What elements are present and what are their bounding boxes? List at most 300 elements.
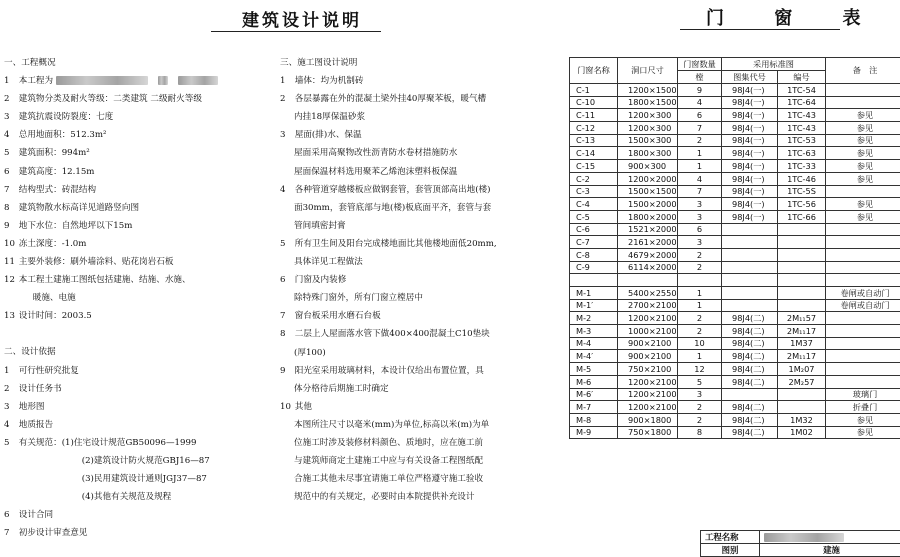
overview-item xyxy=(4,253,276,271)
cell-remark xyxy=(826,337,900,350)
item-text: (3)民用建筑设计通则JGJ37—87 xyxy=(82,474,207,484)
table-row xyxy=(570,96,900,109)
item-number: 8 xyxy=(280,325,292,343)
cell-atlas: 98J4(二) xyxy=(722,413,778,426)
cell-name: C-7 xyxy=(570,236,618,249)
cell-remark: 参见 xyxy=(826,413,900,426)
cell-remark xyxy=(826,350,900,363)
design-note-line xyxy=(280,398,550,416)
cell-remark xyxy=(826,375,900,388)
item-text: 屋面采用高聚物改性沥青防水卷材措施防水 xyxy=(294,148,457,158)
cell-atlas: 98J4(二) xyxy=(722,350,778,363)
cell-size: 1800×1500 xyxy=(618,96,678,109)
item-text: 本图所注尺寸以毫米(mm)为单位,标高以米(m)为单 xyxy=(294,420,489,430)
cell-size: 750×1800 xyxy=(618,426,678,439)
item-text: 设计任务书 xyxy=(19,384,62,394)
table-row xyxy=(570,274,900,287)
item-text: 可行性研究批复 xyxy=(19,366,79,376)
cell-name: M-6 xyxy=(570,375,618,388)
cell-qty: 3 xyxy=(678,210,722,223)
item-number: 7 xyxy=(4,524,16,542)
header-size: 洞口尺寸 xyxy=(618,58,678,84)
design-note-line xyxy=(280,90,550,108)
cell-atlas: 98J4(二) xyxy=(722,363,778,376)
stamp-project-label: 工程名称 xyxy=(701,531,760,544)
item-text: 各种管道穿越楼板应做钢套管，套管顶部高出地(楼) xyxy=(295,185,491,195)
cell-remark xyxy=(826,261,900,274)
item-text: 面30mm，套管底部与地(楼)板底面平齐，套管与套 xyxy=(294,203,491,213)
item-number: 2 xyxy=(280,90,292,108)
cell-remark xyxy=(826,325,900,338)
overview-item xyxy=(4,108,276,126)
cell-name: M-4 xyxy=(570,337,618,350)
cell-atlas: 98J4(一) xyxy=(722,109,778,122)
item-text: 地质报告 xyxy=(19,420,53,430)
cell-remark xyxy=(826,312,900,325)
door-window-table xyxy=(569,57,900,439)
cell-name: M-1′ xyxy=(570,299,618,312)
item-text: (厚100) xyxy=(294,348,326,358)
cell-qty: 9 xyxy=(678,84,722,97)
cell-qty: 2 xyxy=(678,261,722,274)
cell-qty: 7 xyxy=(678,122,722,135)
cell-remark: 参见 xyxy=(826,109,900,122)
table-row xyxy=(570,248,900,261)
basis-item xyxy=(4,524,276,542)
cell-qty: 2 xyxy=(678,413,722,426)
item-text: 体分格待后期施工时确定 xyxy=(294,384,389,394)
cell-code xyxy=(778,236,826,249)
cell-atlas: 98J4(二) xyxy=(722,401,778,414)
cell-qty: 3 xyxy=(678,236,722,249)
cell-remark: 卷闸或自动门 xyxy=(826,287,900,300)
item-text: 设计时间：2003.5 xyxy=(19,311,92,321)
item-text: 窗台板采用水磨石台板 xyxy=(295,311,381,321)
cell-size: 900×2100 xyxy=(618,350,678,363)
overview-item xyxy=(4,163,276,181)
item-number: 4 xyxy=(4,416,16,434)
item-number: 10 xyxy=(4,235,16,253)
item-number: 10 xyxy=(280,398,292,416)
item-text: 建筑物散水标高详见道路竖向图 xyxy=(19,203,139,213)
cell-qty: 1 xyxy=(678,160,722,173)
redacted-project-name xyxy=(764,533,844,542)
cell-size: 1200×2100 xyxy=(618,375,678,388)
left-column xyxy=(4,54,276,542)
stamp-project-value xyxy=(760,531,900,544)
cell-code: 1TC-33 xyxy=(778,160,826,173)
stamp-category-value: 建施 xyxy=(760,544,900,557)
cell-remark: 参见 xyxy=(826,172,900,185)
design-note-line xyxy=(280,380,550,398)
design-note-line xyxy=(280,108,550,126)
item-text: 阳光室采用玻璃材料，本设计仅给出布置位置，具 xyxy=(295,366,484,376)
overview-item xyxy=(4,235,276,253)
cell-remark xyxy=(826,96,900,109)
redacted-project-use xyxy=(178,76,218,85)
table-row xyxy=(570,363,900,376)
cell-atlas xyxy=(722,274,778,287)
item-text: 地形图 xyxy=(19,402,45,412)
cell-size: 4679×2000 xyxy=(618,248,678,261)
item-text: 与建筑师商定土建施工中应与有关设备工程图纸配 xyxy=(294,456,483,466)
item-text: 其他 xyxy=(295,402,312,412)
table-row xyxy=(570,413,900,426)
redacted-project-type xyxy=(158,76,168,85)
cell-remark xyxy=(826,248,900,261)
item-text: 各层暴露在外的混凝土梁外挂40厚聚苯板，暖气槽 xyxy=(295,94,486,104)
cell-code: 1TC-66 xyxy=(778,210,826,223)
header-qty-unit: 樘 xyxy=(678,71,722,84)
cell-qty: 1 xyxy=(678,350,722,363)
item-text: 屋面保温材料选用聚苯乙烯泡沫塑料板保温 xyxy=(294,167,457,177)
item-text: 主要外装修：刷外墙涂料、贴花岗岩石板 xyxy=(19,257,174,267)
header-atlas: 图集代号 xyxy=(722,71,778,84)
cell-name xyxy=(570,274,618,287)
cell-atlas: 98J4(一) xyxy=(722,84,778,97)
table-row xyxy=(570,172,900,185)
overview-item xyxy=(4,181,276,199)
cell-size: 1500×1500 xyxy=(618,185,678,198)
cell-name: M-9 xyxy=(570,426,618,439)
cell-qty: 7 xyxy=(678,185,722,198)
cell-qty: 10 xyxy=(678,337,722,350)
cell-code xyxy=(778,388,826,401)
cell-atlas: 98J4(一) xyxy=(722,96,778,109)
cell-size: 1200×2100 xyxy=(618,388,678,401)
cell-size: 1200×2100 xyxy=(618,312,678,325)
item-text: 建筑物分类及耐火等级：二类建筑 二级耐火等级 xyxy=(19,94,202,104)
cell-name: C-10 xyxy=(570,96,618,109)
cell-code xyxy=(778,401,826,414)
item-number: 1 xyxy=(280,72,292,90)
cell-size: 2700×2100 xyxy=(618,299,678,312)
basis-item xyxy=(4,416,276,434)
item-number: 6 xyxy=(4,506,16,524)
cell-atlas: 98J4(一) xyxy=(722,122,778,135)
overview-item xyxy=(4,72,276,90)
cell-atlas xyxy=(722,223,778,236)
design-note-line xyxy=(280,307,550,325)
cell-size: 1800×300 xyxy=(618,147,678,160)
cell-name: C-4 xyxy=(570,198,618,211)
item-text: 总用地面积：512.3m² xyxy=(19,130,107,140)
cell-code: 1TC-5S xyxy=(778,185,826,198)
cell-atlas xyxy=(722,287,778,300)
basis-item xyxy=(4,362,276,380)
cell-code: 1TC-53 xyxy=(778,134,826,147)
cell-remark: 参见 xyxy=(826,122,900,135)
overview-item xyxy=(4,271,276,289)
table-row xyxy=(570,198,900,211)
cell-size: 1500×2000 xyxy=(618,198,678,211)
cell-atlas: 98J4(二) xyxy=(722,337,778,350)
item-number: 7 xyxy=(280,307,292,325)
cell-size: 1521×2000 xyxy=(618,223,678,236)
cell-size: 1200×300 xyxy=(618,122,678,135)
cell-atlas: 98J4(二) xyxy=(722,312,778,325)
item-text: 管间填密封膏 xyxy=(294,221,346,231)
item-number: 2 xyxy=(4,90,16,108)
header-name: 门窗名称 xyxy=(570,58,618,84)
item-text: 本工程土建施工图纸包括建施、结施、水施、 xyxy=(19,275,191,285)
item-number: 2 xyxy=(4,380,16,398)
basis-item xyxy=(4,380,276,398)
cell-code xyxy=(778,248,826,261)
item-text: 设计合同 xyxy=(19,510,53,520)
table-row xyxy=(570,401,900,414)
design-note-line xyxy=(280,271,550,289)
item-text: 建筑面积：994m² xyxy=(19,148,90,158)
cell-size: 900×1800 xyxy=(618,413,678,426)
cell-atlas: 98J4(一) xyxy=(722,172,778,185)
redacted-project-name xyxy=(56,76,148,85)
item-text: 除特殊门窗外，所有门窗立樘居中 xyxy=(294,293,423,303)
section-title: 二、设计依据 xyxy=(4,343,276,361)
design-note-line xyxy=(280,488,550,506)
basis-item xyxy=(4,506,276,524)
design-note-line xyxy=(280,199,550,217)
cell-size: 1500×300 xyxy=(618,134,678,147)
cell-atlas: 98J4(一) xyxy=(722,185,778,198)
item-text: 结构型式：砖混结构 xyxy=(19,185,96,195)
overview-item xyxy=(4,126,276,144)
cell-name: C-3 xyxy=(570,185,618,198)
cell-code: 1M37 xyxy=(778,337,826,350)
cell-atlas: 98J4(一) xyxy=(722,160,778,173)
overview-item xyxy=(4,289,276,307)
basis-item xyxy=(4,398,276,416)
mid-column xyxy=(280,54,550,506)
cell-remark: 参见 xyxy=(826,134,900,147)
cell-atlas: 98J4(二) xyxy=(722,325,778,338)
table-row xyxy=(570,160,900,173)
design-note-line xyxy=(280,325,550,343)
design-note-line xyxy=(280,181,550,199)
cell-size: 1800×2000 xyxy=(618,210,678,223)
cell-qty: 1 xyxy=(678,299,722,312)
cell-remark: 折叠门 xyxy=(826,401,900,414)
table-row xyxy=(570,299,900,312)
cell-remark xyxy=(826,274,900,287)
item-number: 4 xyxy=(280,181,292,199)
cell-name: M-4′ xyxy=(570,350,618,363)
item-number: 5 xyxy=(4,144,16,162)
title-block xyxy=(700,530,900,557)
cell-qty: 2 xyxy=(678,401,722,414)
design-note-line xyxy=(280,434,550,452)
table-row xyxy=(570,185,900,198)
design-note-line xyxy=(280,235,550,253)
design-note-line xyxy=(280,253,550,271)
cell-size: 2161×2000 xyxy=(618,236,678,249)
spacer xyxy=(4,325,276,343)
item-number: 6 xyxy=(4,163,16,181)
cell-remark xyxy=(826,84,900,97)
section-title: 一、工程概况 xyxy=(4,54,276,72)
cell-qty: 6 xyxy=(678,223,722,236)
cell-qty: 3 xyxy=(678,198,722,211)
header-remark: 备 注 xyxy=(826,58,900,84)
cell-size: 900×2100 xyxy=(618,337,678,350)
item-number: 12 xyxy=(4,271,16,289)
cell-remark: 参见 xyxy=(826,198,900,211)
item-number: 11 xyxy=(4,253,16,271)
cell-atlas: 98J4(一) xyxy=(722,147,778,160)
item-text: 地下水位：自然地坪以下15m xyxy=(19,221,133,231)
table-row xyxy=(570,426,900,439)
cell-remark: 玻璃门 xyxy=(826,388,900,401)
table-row xyxy=(570,210,900,223)
table-row xyxy=(570,350,900,363)
cell-size: 5400×2550 xyxy=(618,287,678,300)
table-row xyxy=(570,134,900,147)
cell-code: 1TC-46 xyxy=(778,172,826,185)
design-note-line xyxy=(280,217,550,235)
cell-qty: 1 xyxy=(678,147,722,160)
cell-atlas: 98J4(一) xyxy=(722,134,778,147)
basis-item xyxy=(4,470,276,488)
item-number: 9 xyxy=(280,362,292,380)
item-text: 具体详见工程做法 xyxy=(294,257,363,267)
table-row xyxy=(570,122,900,135)
cell-code: 1TC-56 xyxy=(778,198,826,211)
item-text: 冻土深度：-1.0m xyxy=(19,239,87,249)
cell-qty: 4 xyxy=(678,96,722,109)
item-text: 初步设计审查意见 xyxy=(19,528,88,538)
cell-qty: 2 xyxy=(678,134,722,147)
item-number: 13 xyxy=(4,307,16,325)
table-row xyxy=(570,337,900,350)
cell-code xyxy=(778,287,826,300)
table-row xyxy=(570,375,900,388)
cell-code xyxy=(778,274,826,287)
cell-name: M-7 xyxy=(570,401,618,414)
table-row xyxy=(570,325,900,338)
cell-remark: 卷闸或自动门 xyxy=(826,299,900,312)
cell-remark xyxy=(826,363,900,376)
cell-name: C-11 xyxy=(570,109,618,122)
cell-code: 2M₁₁17 xyxy=(778,325,826,338)
cell-code: 1TC-43 xyxy=(778,122,826,135)
cell-name: C-8 xyxy=(570,248,618,261)
cell-size xyxy=(618,274,678,287)
table-row xyxy=(570,312,900,325)
cell-qty: 5 xyxy=(678,375,722,388)
cell-atlas xyxy=(722,388,778,401)
cell-code: 1M32 xyxy=(778,413,826,426)
cell-qty: 4 xyxy=(678,172,722,185)
item-text: 建筑抗震设防裂度：七度 xyxy=(19,112,114,122)
cell-size: 1200×2100 xyxy=(618,401,678,414)
table-row xyxy=(570,109,900,122)
right-title: 门 窗 表 xyxy=(706,4,883,30)
cell-code: 1TC-64 xyxy=(778,96,826,109)
item-number: 6 xyxy=(280,271,292,289)
cell-atlas xyxy=(722,299,778,312)
item-text: (2)建筑设计防火规范GBJ16—87 xyxy=(82,456,210,466)
cell-code: 1M02 xyxy=(778,426,826,439)
table-row xyxy=(570,147,900,160)
overview-item xyxy=(4,199,276,217)
item-number: 3 xyxy=(4,398,16,416)
stamp-category-label: 图别 xyxy=(701,544,760,557)
design-note-line xyxy=(280,362,550,380)
cell-qty: 2 xyxy=(678,248,722,261)
cell-size: 900×300 xyxy=(618,160,678,173)
cell-code: 1TC-43 xyxy=(778,109,826,122)
cell-remark: 参见 xyxy=(826,147,900,160)
cell-code: 2M₁₁57 xyxy=(778,312,826,325)
cell-name: C-12 xyxy=(570,122,618,135)
section-title: 三、施工图设计说明 xyxy=(280,54,550,72)
basis-item xyxy=(4,452,276,470)
cell-name: M-3 xyxy=(570,325,618,338)
cell-code xyxy=(778,261,826,274)
cell-qty: 12 xyxy=(678,363,722,376)
table-row xyxy=(570,388,900,401)
design-note-line xyxy=(280,416,550,434)
item-text: 建筑高度：12.15m xyxy=(19,167,95,177)
item-number: 4 xyxy=(4,126,16,144)
cell-code: 2M₁₁17 xyxy=(778,350,826,363)
cell-code: 1TC-63 xyxy=(778,147,826,160)
overview-item xyxy=(4,307,276,325)
cell-remark: 参见 xyxy=(826,210,900,223)
item-text: 规范中的有关规定，必要时由本院提供补充设计 xyxy=(294,492,474,502)
table-row xyxy=(570,287,900,300)
cell-qty: 2 xyxy=(678,312,722,325)
left-title-underline xyxy=(211,31,381,32)
design-note-line xyxy=(280,289,550,307)
table-row xyxy=(570,236,900,249)
design-note-line xyxy=(280,144,550,162)
cell-qty: 1 xyxy=(678,287,722,300)
cell-qty: 6 xyxy=(678,109,722,122)
design-note-line xyxy=(280,344,550,362)
cell-atlas xyxy=(722,261,778,274)
item-text: 暖施、电施 xyxy=(33,293,76,303)
item-text: 二层上人屋面落水管下做400×400混凝土C10垫块 xyxy=(295,329,490,339)
overview-item xyxy=(4,144,276,162)
cell-name: C-14 xyxy=(570,147,618,160)
basis-item xyxy=(4,434,276,452)
header-std: 采用标准图 xyxy=(722,58,826,71)
item-number: 8 xyxy=(4,199,16,217)
cell-name: C-6 xyxy=(570,223,618,236)
table-row xyxy=(570,223,900,236)
cell-name: M-6′ xyxy=(570,388,618,401)
cell-size: 1000×2100 xyxy=(618,325,678,338)
cell-name: M-1 xyxy=(570,287,618,300)
item-text: 屋面(排)水、保温 xyxy=(295,130,362,140)
cell-code: 2M₂57 xyxy=(778,375,826,388)
cell-atlas xyxy=(722,248,778,261)
left-title: 建筑设计说明 xyxy=(242,6,362,31)
item-text: 合施工其他未尽事宜请施工单位严格遵守施工验收 xyxy=(294,474,483,484)
cell-code xyxy=(778,223,826,236)
table-row xyxy=(570,84,900,97)
cell-name: C-13 xyxy=(570,134,618,147)
item-text: (4)其他有关规范及规程 xyxy=(82,492,172,502)
cell-size: 6114×2000 xyxy=(618,261,678,274)
cell-name: M-2 xyxy=(570,312,618,325)
item-number: 3 xyxy=(280,126,292,144)
table-row xyxy=(570,261,900,274)
cell-remark xyxy=(826,185,900,198)
design-note-line xyxy=(280,72,550,90)
cell-remark xyxy=(826,236,900,249)
